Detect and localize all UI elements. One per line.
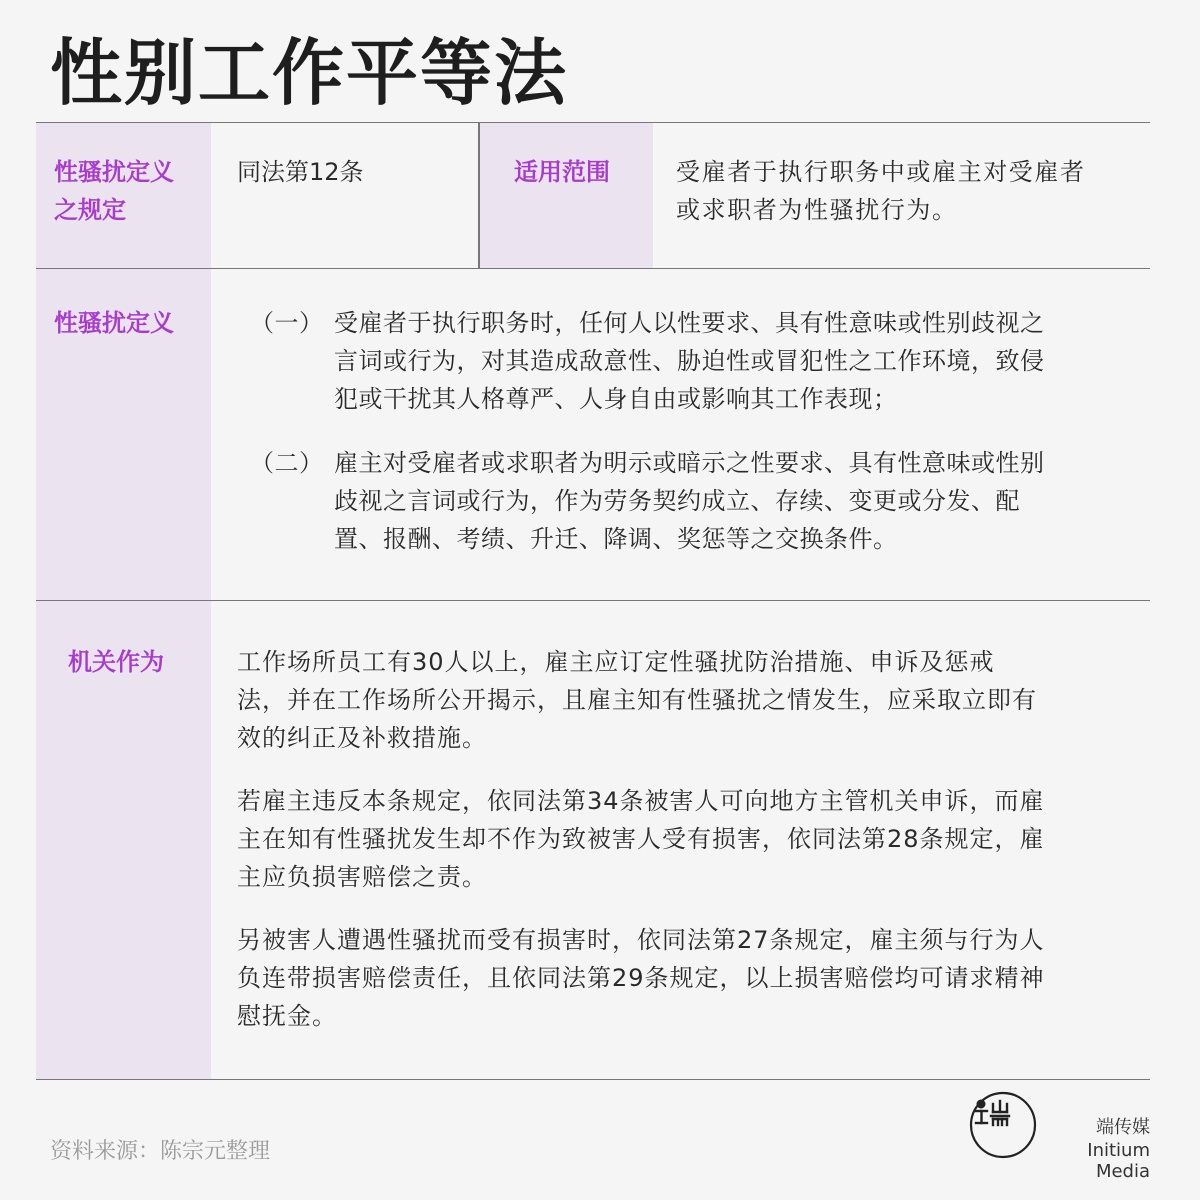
text-line: 歧视之言词或行为，作为劳务契约成立、存续、变更或分发、配: [334, 487, 1020, 515]
authority-paragraph-2: [237, 782, 1150, 896]
text-line: 言词或行为，对其造成敌意性、胁迫性或冒犯性之工作环境，致侵: [334, 347, 1045, 375]
text-line: 若雇主违反本条规定，依同法第34条被害人可向地方主管机关申诉，而雇: [237, 787, 1045, 815]
table-row-scope: [36, 123, 1150, 269]
definition-item-1: [250, 304, 1150, 418]
text-line: 受雇者于执行职务中或雇主对受雇者: [676, 158, 1086, 186]
text-line: 负连带损害赔偿责任，且依同法第29条规定，以上损害赔偿均可请求精神: [237, 964, 1045, 992]
item-text: [334, 304, 1150, 418]
text-line: 置、报酬、考绩、升迁、降调、奖惩等之交换条件。: [334, 525, 898, 553]
page-title: 性别工作平等法: [50, 31, 569, 115]
label-authority: 机关作为: [68, 648, 164, 676]
item-number: （一）: [250, 309, 324, 337]
brand-name-english: Initium Media: [1087, 1140, 1150, 1182]
scope-text: [676, 153, 1150, 229]
law-table: [36, 122, 1150, 1080]
label-cell-definition-rule: [36, 123, 211, 268]
text-line: 或求职者为性骚扰行为。: [676, 196, 958, 224]
initium-logo-icon: [968, 1090, 1038, 1160]
item-text: [334, 444, 1150, 558]
text-line: 法，并在工作场所公开揭示，且雇主知有性骚扰之情发生，应采取立即有: [237, 686, 1037, 714]
label-cell-definition: [36, 269, 211, 600]
text-line: 主应负损害赔偿之责。: [237, 863, 487, 891]
source-credit: 资料来源：陈宗元整理: [50, 1139, 271, 1164]
article-reference: 同法第12条: [237, 158, 364, 186]
definition-item-2: [250, 444, 1150, 558]
label-line: 性骚扰定义: [54, 158, 174, 186]
authority-paragraph-3: [237, 921, 1150, 1035]
text-line: 雇主对受雇者或求职者为明示或暗示之性要求、具有性意味或性别: [334, 449, 1045, 477]
table-row-authority: [36, 601, 1150, 1080]
text-line: 工作场所员工有30人以上，雇主应订定性骚扰防治措施、申诉及惩戒: [237, 648, 995, 676]
text-line: 受雇者于执行职务时，任何人以性要求、具有性意味或性别歧视之: [334, 309, 1045, 337]
label-line: 之规定: [54, 196, 126, 224]
item-number: （二）: [250, 449, 324, 477]
label-definition-rule: [54, 153, 174, 229]
table-row-definition: [36, 269, 1150, 601]
brand-name-chinese: 端传媒: [1096, 1117, 1150, 1138]
label-definition: 性骚扰定义: [54, 309, 174, 337]
authority-paragraph-1: [237, 643, 1150, 757]
text-line: 效的纠正及补救措施。: [237, 724, 487, 752]
label-scope: 适用范围: [514, 158, 610, 186]
label-cell-authority: [36, 601, 211, 1079]
text-line: 另被害人遭遇性骚扰而受有损害时，依同法第27条规定，雇主须与行为人: [237, 926, 1045, 954]
label-cell-scope: [480, 123, 653, 268]
text-line: 犯或干扰其人格尊严、人身自由或影响其工作表现；: [334, 385, 898, 413]
text-line: 慰抚金。: [237, 1002, 337, 1030]
text-line: 主在知有性骚扰发生却不作为致被害人受有损害，依同法第28条规定，雇: [237, 825, 1045, 853]
